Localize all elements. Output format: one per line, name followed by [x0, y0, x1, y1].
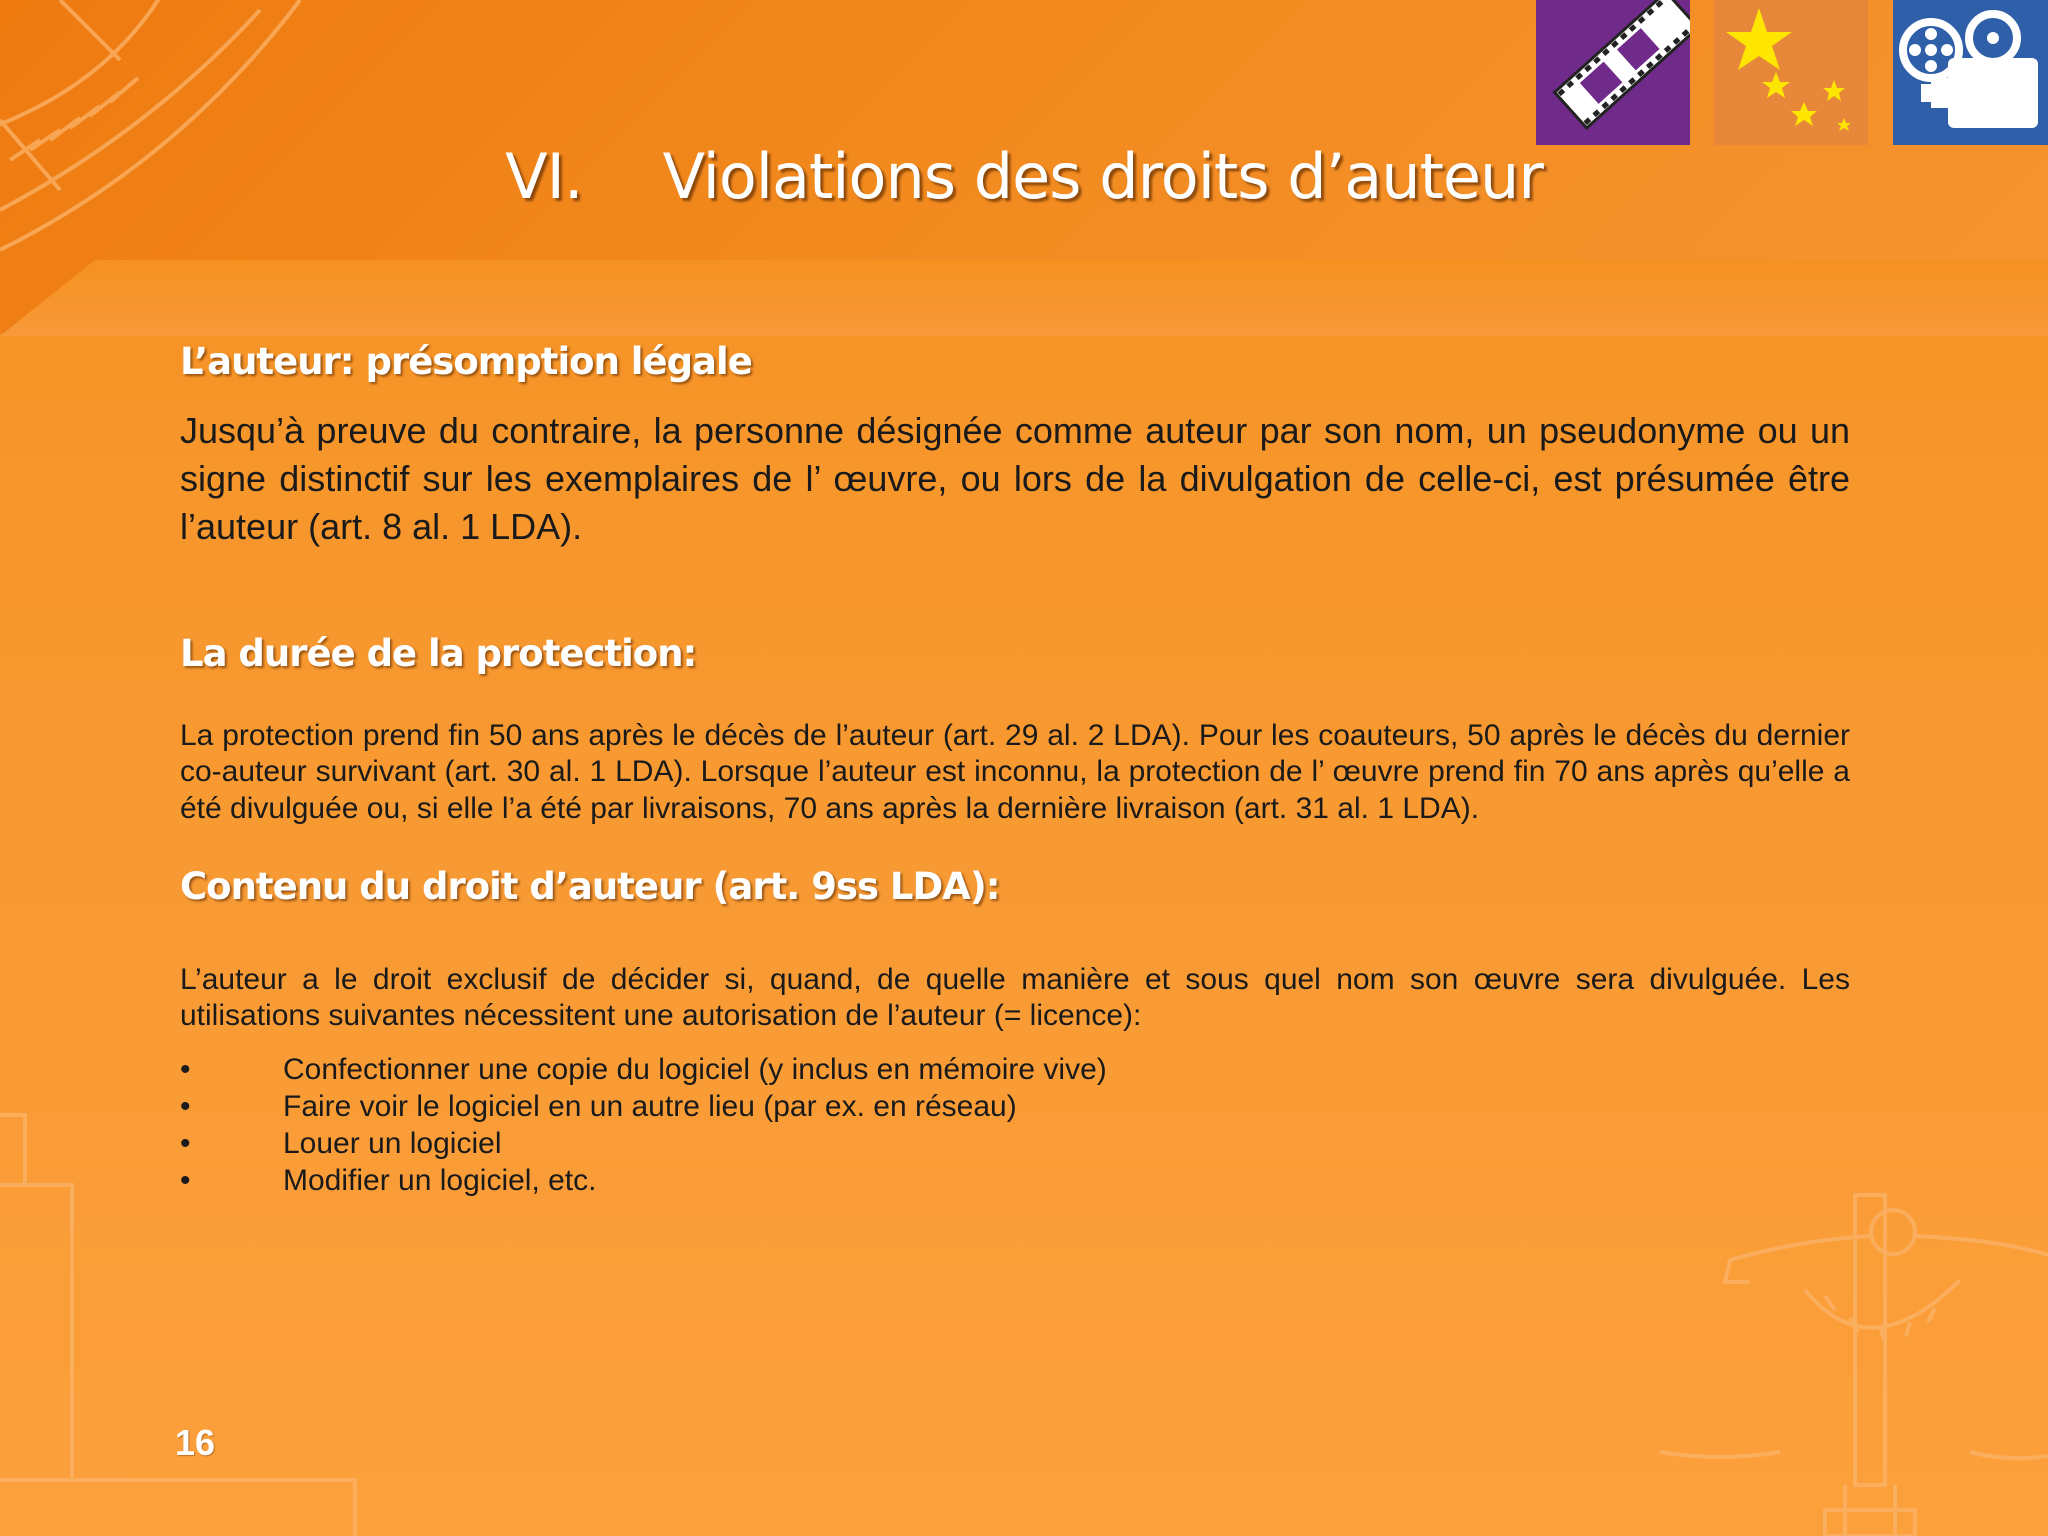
film-strip-thumbnail	[1536, 0, 1690, 145]
presumption-text: Jusqu’à preuve du contraire, la personne désignée comme auteur par son nom, un pseudonyme ou un signe distinctif sur les exemplaires de l’ œuvre, ou lors de la divulgation de celle-ci, est présumée être l’auteur (art. 8 al. 1 LDA).	[180, 410, 1850, 548]
bullet-icon: •	[180, 1126, 191, 1160]
header-thumbnails	[1536, 0, 2048, 146]
list-item: • Louer un logiciel	[180, 1126, 502, 1160]
list-item: • Confectionner une copie du logiciel (y inclus en mémoire vive)	[180, 1052, 1107, 1086]
stars-thumbnail	[1714, 0, 1868, 145]
film-projector-icon	[1893, 0, 2048, 145]
slide-title	[0, 140, 2048, 213]
title-text: Violations des droits d’auteur	[662, 140, 1543, 213]
duration-heading: La durée de la protection:	[180, 632, 697, 676]
list-item: • Faire voir le logiciel en un autre lieu (par ex. en réseau)	[180, 1089, 1017, 1123]
usage-list	[180, 1051, 1850, 1199]
projector-thumbnail	[1893, 0, 2048, 145]
stars-icon	[1714, 0, 1868, 145]
header-divider	[0, 260, 2048, 336]
content-heading: Contenu du droit d’auteur (art. 9ss LDA):	[180, 865, 1000, 909]
title-number: VI.	[505, 140, 583, 213]
bullet-icon: •	[180, 1089, 191, 1123]
presumption-heading: L’auteur: présomption légale	[180, 340, 752, 383]
bullet-icon: •	[180, 1163, 191, 1197]
duration-text: La protection prend fin 50 ans après le décès de l’auteur (art. 29 al. 2 LDA). Pour les coauteurs, 50 après le décès du dernier co-auteur survivant (art. 30 al. 1 LDA). Lorsque l’auteur est inconnu, la protection de l’ œuvre prend fin 70 ans après qu’elle a été divulguée ou, si elle l’a été par livraisons, 70 ans après la dernière livraison (art. 31 al. 1 LDA).	[180, 718, 1850, 825]
content-text: L’auteur a le droit exclusif de décider si, quand, de quelle manière et sous quel nom son œuvre sera divulguée. Les utilisations suivantes nécessitent une autorisation de l’auteur (= licence):	[180, 962, 1850, 1033]
film-strip-icon	[1536, 0, 1690, 145]
scales-of-justice-icon	[1660, 1195, 2048, 1536]
list-item: • Modifier un logiciel, etc.	[180, 1163, 597, 1197]
bullet-icon: •	[180, 1052, 191, 1086]
page-number: 16	[175, 1422, 216, 1463]
slide-content	[180, 330, 1850, 1199]
